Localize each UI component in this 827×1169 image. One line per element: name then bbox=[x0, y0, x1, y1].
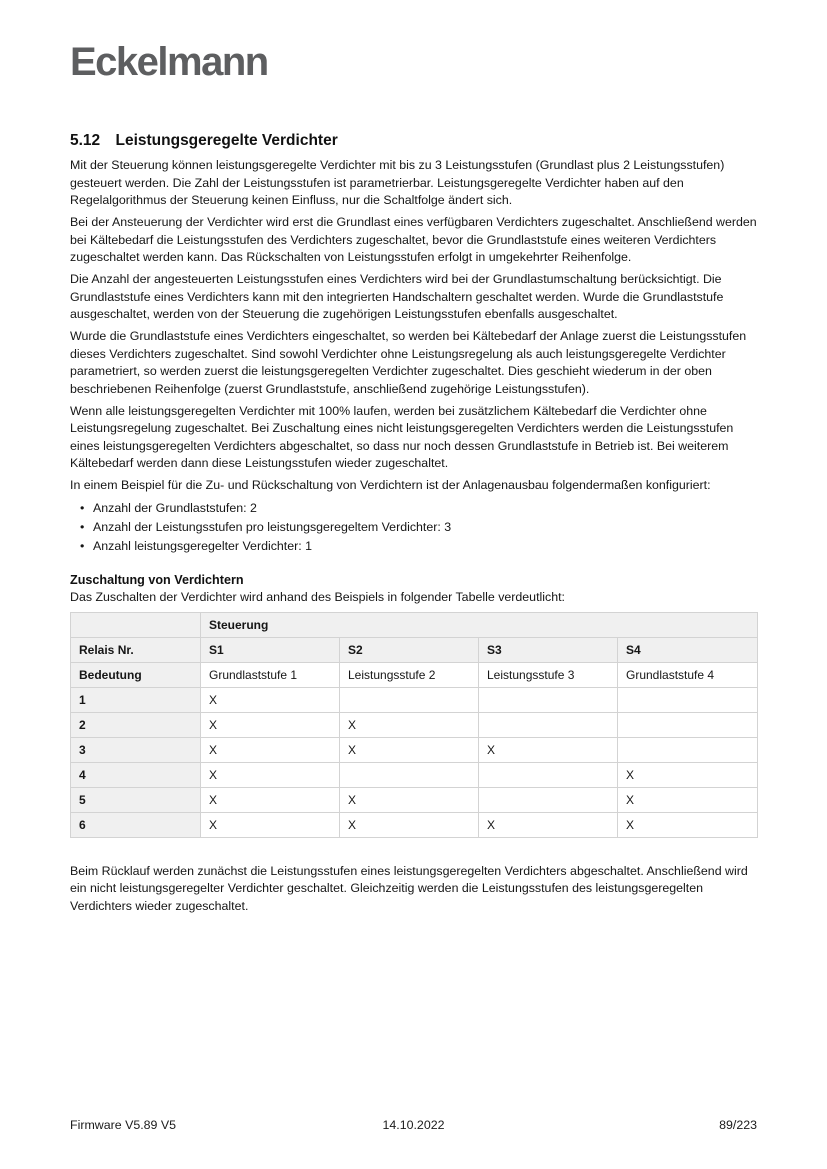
body-paragraph-1: Mit der Steuerung können leistungsgeregelte Verdichter mit bis zu 3 Leistungsstufen (Grundlast plus 2 Leistungsstufen) gesteuert werden. Die Zahl der Leistungsstufen ist parametrierbar. Leistungsgeregelte Verdichter haben auf den Regelalgorithmus der Steuerung keinen Einfluss, nur die Schaltfolge ändert sich. bbox=[70, 158, 725, 207]
page-content bbox=[70, 0, 757, 915]
list-item-leistungsstufen: • Anzahl der Leistungsstufen pro leistungsgeregeltem Verdichter: 3 bbox=[80, 518, 757, 537]
column-header-cell-s4: S4 bbox=[618, 637, 758, 662]
column-header-cell-s2: S2 bbox=[340, 637, 479, 662]
table-meaning-row bbox=[71, 662, 758, 687]
table-column-header-row bbox=[71, 637, 758, 662]
state-cell: X bbox=[618, 762, 758, 787]
eckelmann-logo: Eckelmann bbox=[70, 40, 268, 84]
state-cell bbox=[479, 687, 618, 712]
relay-number-cell: 4 bbox=[71, 762, 201, 787]
table-group-header-row bbox=[71, 612, 758, 637]
state-cell: X bbox=[618, 812, 758, 837]
footer-date: 14.10.2022 bbox=[382, 1118, 445, 1132]
meaning-cell-s1: Grundlaststufe 1 bbox=[201, 662, 340, 687]
config-list bbox=[80, 499, 757, 556]
state-cell: X bbox=[201, 787, 340, 812]
table-row bbox=[71, 737, 758, 762]
relay-number-cell: 1 bbox=[71, 687, 201, 712]
table-row bbox=[71, 712, 758, 737]
state-cell bbox=[340, 687, 479, 712]
relay-number-cell: 5 bbox=[71, 787, 201, 812]
table-row bbox=[71, 687, 758, 712]
footer-page-number: 89/223 bbox=[719, 1118, 757, 1132]
state-cell: X bbox=[340, 737, 479, 762]
state-cell: X bbox=[201, 762, 340, 787]
state-cell bbox=[479, 762, 618, 787]
state-cell bbox=[479, 787, 618, 812]
meaning-label-cell: Bedeutung bbox=[71, 662, 201, 687]
closing-section bbox=[70, 863, 757, 916]
state-cell bbox=[618, 737, 758, 762]
state-cell bbox=[618, 687, 758, 712]
relay-number-cell: 3 bbox=[71, 737, 201, 762]
group-header-cell: Steuerung bbox=[201, 612, 758, 637]
body-paragraph-6: In einem Beispiel für die Zu- und Rückschaltung von Verdichtern ist der Anlagenausbau folgendermaßen konfiguriert: bbox=[70, 478, 711, 492]
meaning-cell-s4: Grundlaststufe 4 bbox=[618, 662, 758, 687]
page-footer bbox=[70, 1118, 757, 1132]
column-header-cell-s3: S3 bbox=[479, 637, 618, 662]
column-header-cell-s1: S1 bbox=[201, 637, 340, 662]
table-row bbox=[71, 787, 758, 812]
body-paragraph-4: Wurde die Grundlaststufe eines Verdichters eingeschaltet, so werden bei Kältebedarf der Anlage zuerst die Leistungsstufen dieses Verdichters zugeschaltet. Sind sowohl Verdichter ohne Leistungsregelung als auch leistungsgeregelte Verdichter parametriert, so werden zuerst die leistungsgeregelten Verdichter zugeschaltet. Dies geschieht wiederum in der oben beschriebenen Reihenfolge (zuerst Grundlaststufe, anschließend zugehörige Leistungsstufen). bbox=[70, 329, 747, 396]
state-cell: X bbox=[340, 812, 479, 837]
list-item-verdichter: • Anzahl leistungsgeregelter Verdichter: 1 bbox=[80, 537, 757, 556]
state-cell bbox=[618, 712, 758, 737]
meaning-cell-s2: Leistungsstufe 2 bbox=[340, 662, 479, 687]
section-title: Leistungsgeregelte Verdichter bbox=[115, 132, 338, 149]
meaning-cell-s3: Leistungsstufe 3 bbox=[479, 662, 618, 687]
state-cell: X bbox=[340, 787, 479, 812]
closing-paragraph: Beim Rücklauf werden zunächst die Leistungsstufen eines leistungsgeregelten Verdichters abgeschaltet. Anschließend wird ein nicht leistungsgeregelter Verdichter geschaltet. Gleichzeitig werden die Leistungsstufen des leistungsgeregelten Verdichters wieder zugeschaltet. bbox=[70, 863, 748, 913]
table-row bbox=[71, 812, 758, 837]
relay-number-cell: 2 bbox=[71, 712, 201, 737]
body-paragraph-2: Bei der Ansteuerung der Verdichter wird erst die Grundlast eines verfügbaren Verdichters zugeschaltet. Anschließend werden bei Kältebedarf die Leistungsstufen des Verdichters zugeschaltet, bevor die Grundlaststufe eines weiteren Verdichters zugeschaltet werden kann. Das Rückschalten von Leistungsstufen erfolgt in umgekehrter Reihenfolge. bbox=[70, 215, 757, 264]
state-cell: X bbox=[201, 687, 340, 712]
relay-table bbox=[70, 612, 758, 838]
state-cell: X bbox=[340, 712, 479, 737]
section-number: 5.12 bbox=[70, 132, 101, 149]
section-heading bbox=[70, 132, 757, 149]
state-cell: X bbox=[201, 712, 340, 737]
relais-nr-header-cell: Relais Nr. bbox=[71, 637, 201, 662]
footer-firmware-version: Firmware V5.89 V5 bbox=[70, 1118, 177, 1132]
state-cell: X bbox=[618, 787, 758, 812]
state-cell: X bbox=[201, 812, 340, 837]
body-text bbox=[70, 157, 757, 495]
empty-header-cell bbox=[71, 612, 201, 637]
body-paragraph-5: Wenn alle leistungsgeregelten Verdichter mit 100% laufen, werden bei zusätzlichem Kältebedarf die Verdichter ohne Leistungsregelung zugeschaltet. Bei Zuschaltung eines nicht leistungsgeregelten Verdichters werden die Leistungsstufen eines leistungsgeregelten Verdichters abgeschaltet, so dass nur noch dessen Grundlaststufe in Betrieb ist. Bei weiterem Kältebedarf werden dann diese Leistungsstufen wieder zugeschaltet. bbox=[70, 403, 734, 470]
state-cell: X bbox=[479, 737, 618, 762]
state-cell: X bbox=[479, 812, 618, 837]
subsection-heading: Zuschaltung von Verdichtern bbox=[70, 573, 244, 587]
body-paragraph-3: Die Anzahl der angesteuerten Leistungsstufen eines Verdichters wird bei der Grundlastumschaltung berücksichtigt. Die Grundlaststufe eines Verdichters kann mit den integrierten Handschaltern geschaltet werden. Wurde die Grundlaststufe ausgeschaltet, werden von der Steuerung die zugehörigen Leistungsstufen ebenfalls ausgeschaltet. bbox=[70, 272, 724, 321]
state-cell bbox=[340, 762, 479, 787]
table-row bbox=[71, 762, 758, 787]
state-cell bbox=[479, 712, 618, 737]
state-cell: X bbox=[201, 737, 340, 762]
relay-number-cell: 6 bbox=[71, 812, 201, 837]
table-intro: Das Zuschalten der Verdichter wird anhand des Beispiels in folgender Tabelle verdeutlicht: bbox=[70, 590, 565, 604]
list-item-grundlaststufen: • Anzahl der Grundlaststufen: 2 bbox=[80, 499, 757, 518]
